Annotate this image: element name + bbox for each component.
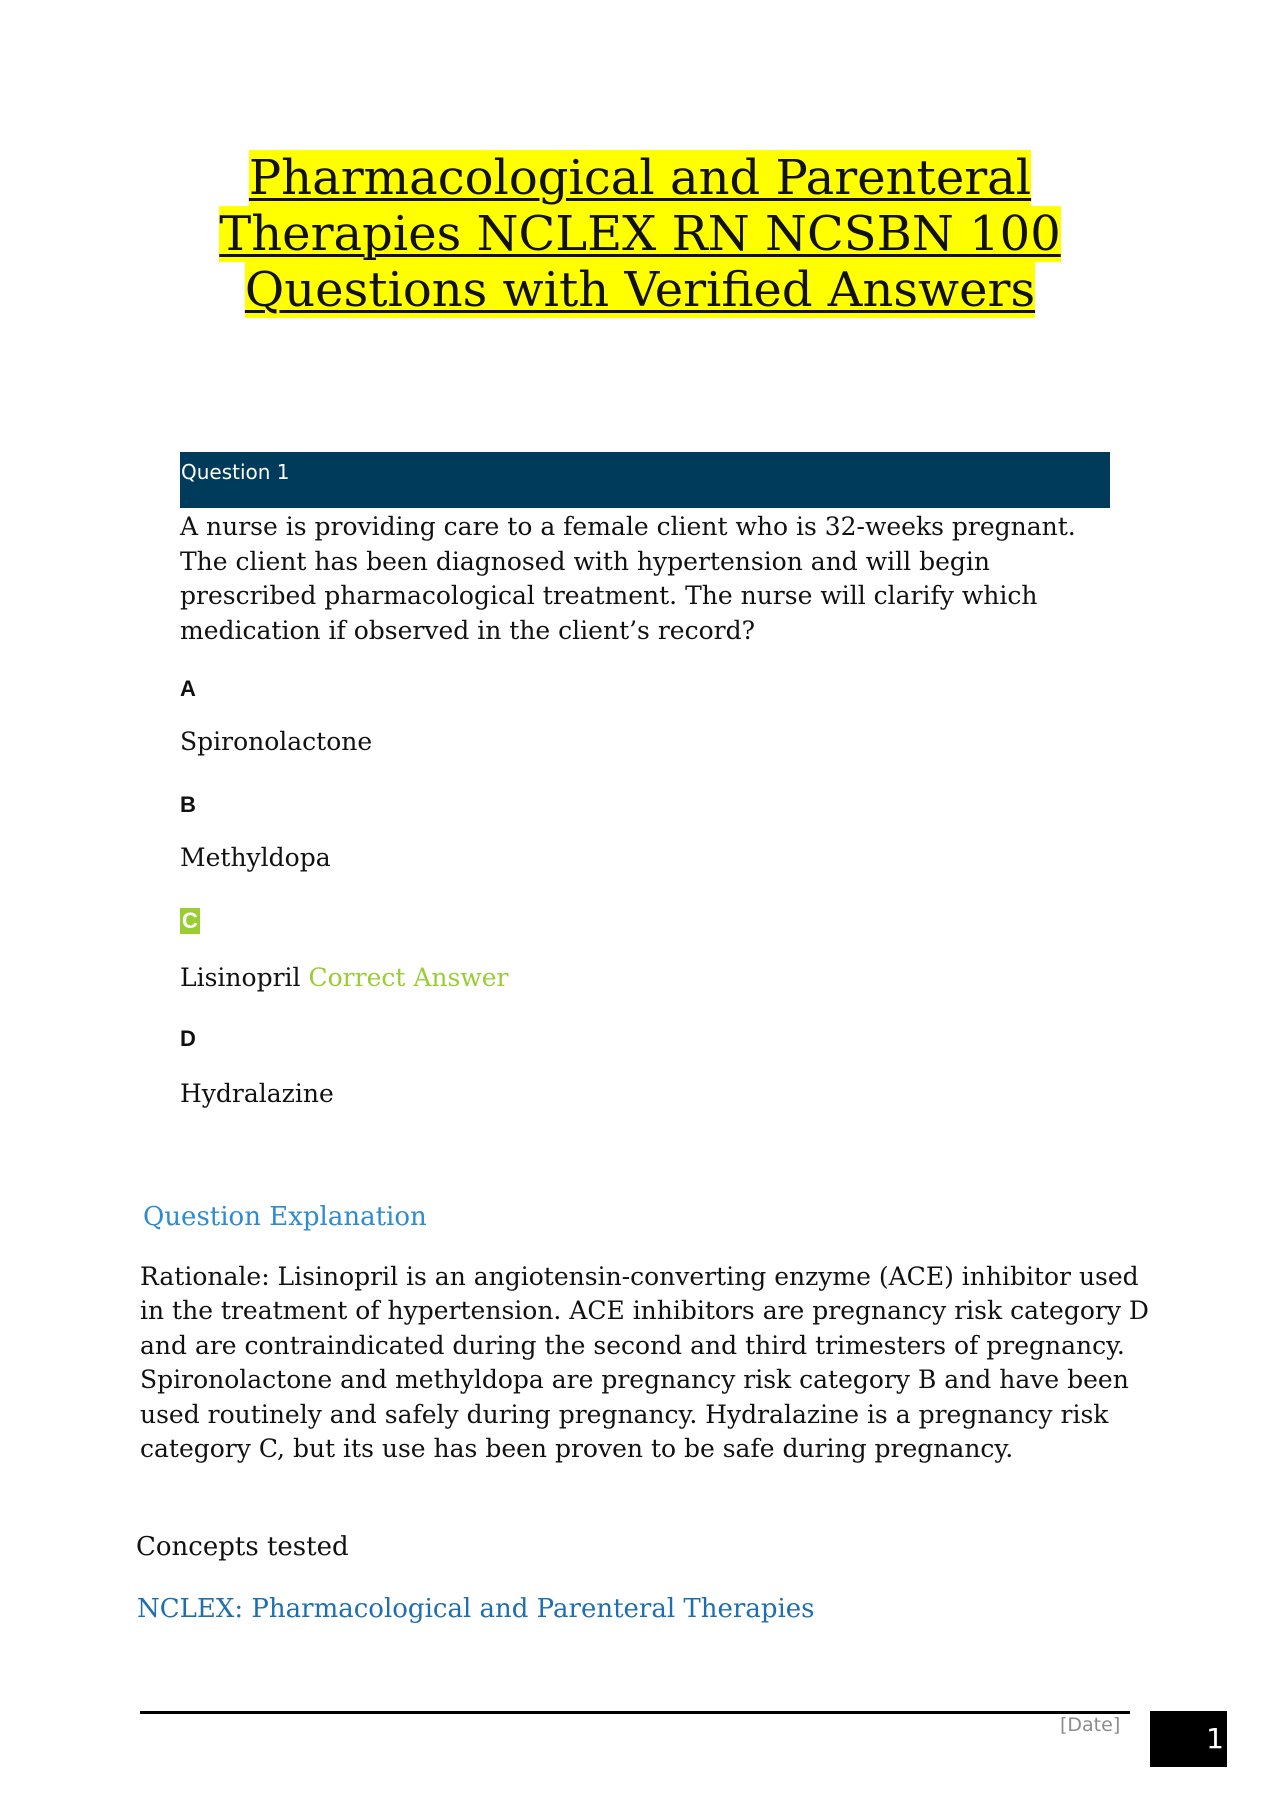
question-header-bar [180,452,1110,508]
option-a-letter: A [180,676,196,701]
page-number-box [1150,1711,1227,1767]
option-c-text: Lisinopril [180,963,301,992]
question-header-label: Question 1 [181,460,290,484]
title-line-1: Pharmacological and Parenteral [248,150,1032,206]
concept-link[interactable]: NCLEX: Pharmacological and Parenteral Therapies [137,1594,815,1624]
title-line-2: Therapies NCLEX RN NCSBN 100 [219,206,1061,262]
page-number: 1 [1206,1722,1224,1755]
option-d-letter: D [180,1026,196,1051]
question-stem: A nurse is providing care to a female client who is 32-weeks pregnant. The client has been diagnosed with hypertension and will begin prescribed pharmacological treatment. The nurse will clarify which medication if observed in the client’s record? [180,512,1076,645]
concepts-tested-label: Concepts tested [136,1532,349,1562]
rationale-text: Rationale: Lisinopril is an angiotensin-converting enzyme (ACE) inhibitor used in the treatment of hypertension. ACE inhibitors are pregnancy risk category D and are contraindicated during the second and third trimesters of pregnancy. Spironolactone and methyldopa are pregnancy risk category B and have been used routinely and safely during pregnancy. Hydralazine is a pregnancy risk category C, but its use has been proven to be safe during pregnancy. [140,1262,1149,1464]
option-c-line [180,962,508,994]
question-explanation-heading: Question Explanation [143,1202,427,1232]
footer-divider [140,1711,1130,1714]
option-b-letter: B [180,792,196,817]
option-b-text: Methyldopa [180,843,331,872]
document-title [160,150,1120,318]
correct-answer-tag: Correct Answer [308,963,509,992]
option-d-text: Hydralazine [180,1079,334,1108]
option-c-letter: C [182,908,198,933]
option-a-text: Spironolactone [180,727,373,756]
footer-date-placeholder: [Date] [1060,1714,1121,1736]
title-line-3: Questions with Verified Answers [244,262,1036,318]
